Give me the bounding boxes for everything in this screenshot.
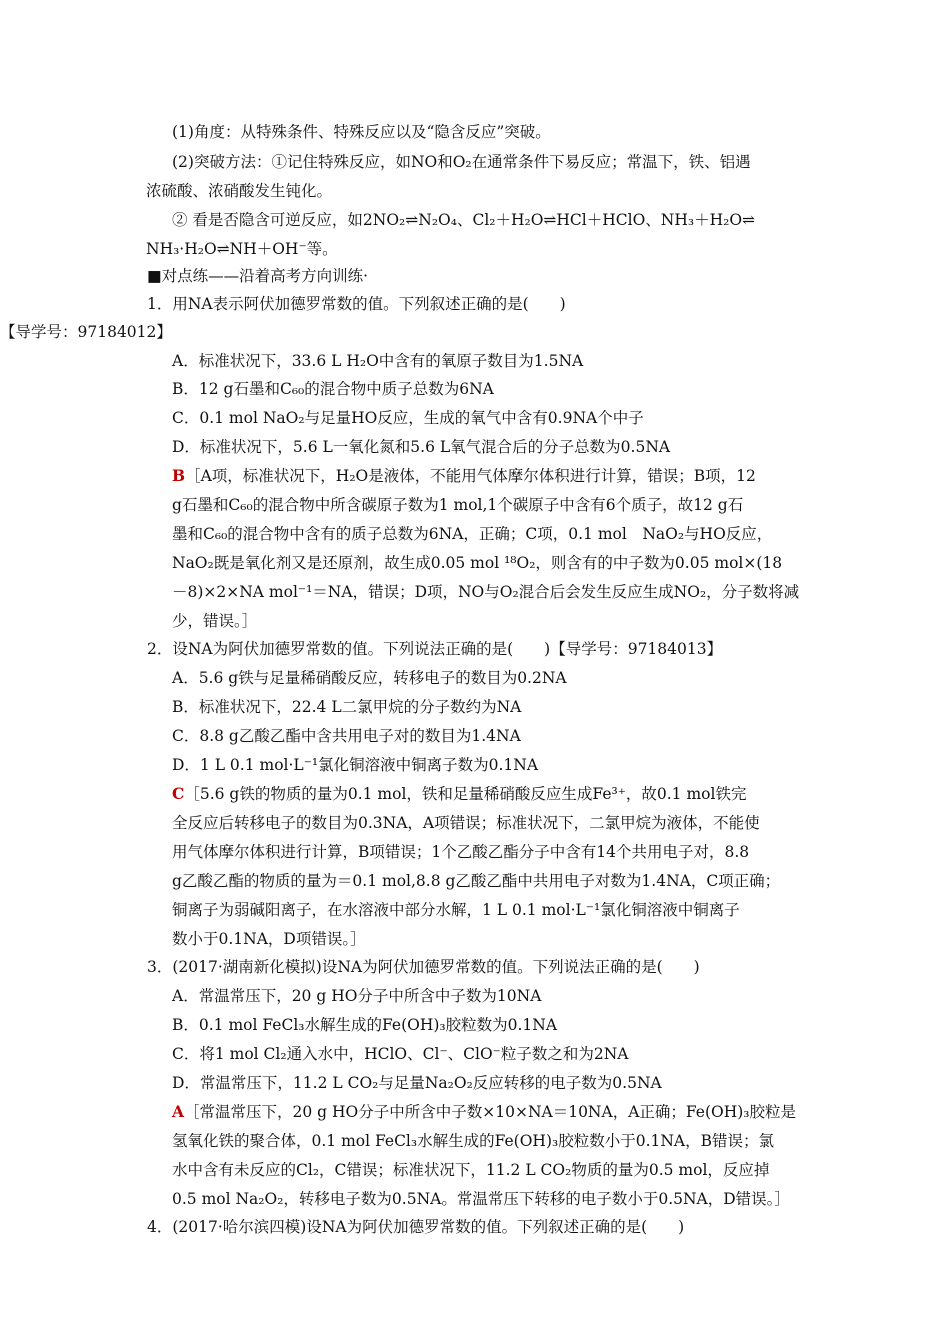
q2-explanation-line-3: 用气体摩尔体积进行计算，B项错误；1个乙酸乙酯分子中含有14个共用电子对，8.8 (172, 843, 750, 861)
q1-explanation-line-6: 少，错误。］ (172, 612, 258, 630)
q1-explanation-line-2: g石墨和C₆₀的混合物中所含碳原子数为1 mol,1个碳原子中含有6个质子，故12 g石 (172, 496, 744, 514)
q2-explanation-line-4: g乙酸乙酯的物质的量为＝0.1 mol,8.8 g乙酸乙酯中共用电子对数为1.4NA，C项正确； (172, 872, 781, 890)
q3-option-b: B．0.1 mol FeCl₃水解生成的Fe(OH)₃胶粒数为0.1NA (172, 1016, 558, 1034)
q3-explanation-line-3: 水中含有未反应的Cl₂，C错误；标准状况下，11.2 L CO₂物质的量为0.5 mol，反应掉 (172, 1161, 770, 1179)
q2-explanation-text: ［5.6 g铁的物质的量为0.1 mol，铁和足量稀硝酸反应生成Fe³⁺，故0.1 mol铁完 (184, 785, 747, 803)
q1-guide-number: 【导学号：97184012】 (0, 323, 172, 341)
q1-option-d: D．标准状况下，5.6 L一氧化氮和5.6 L氧气混合后的分子总数为0.5NA (172, 438, 671, 456)
q3-answer-letter: A (172, 1102, 185, 1121)
q3-option-a: A．常温常压下，20 g HO分子中所含中子数为10NA (172, 987, 542, 1005)
q3-explanation-line-2: 氢氧化铁的聚合体，0.1 mol FeCl₃水解生成的Fe(OH)₃胶粒数小于0.1NA，B错误；氯 (172, 1132, 775, 1150)
q3-stem: 3．(2017·湖南新化模拟)设NA为阿伏加德罗常数的值。下列说法正确的是( ) (147, 958, 700, 976)
q2-explanation-line-2: 全反应后转移电子的数目为0.3NA，A项错误；标准状况下，二氯甲烷为液体，不能使 (172, 814, 760, 832)
q1-stem: 1．用NA表示阿伏加德罗常数的值。下列叙述正确的是( ) (147, 295, 566, 313)
q1-explanation-line-1 (172, 466, 756, 486)
section-title: ■对点练——沿着高考方向训练· (147, 267, 369, 285)
q2-option-b: B．标准状况下，22.4 L二氯甲烷的分子数约为NA (172, 698, 522, 716)
intro-line-3: 浓硫酸、浓硝酸发生钝化。 (146, 182, 333, 200)
q1-explanation-line-3: 墨和C₆₀的混合物中含有的质子总数为6NA，正确；C项，0.1 mol NaO₂与HO反应， (172, 525, 773, 543)
q2-answer-letter: C (172, 784, 185, 803)
intro-line-4: ② 看是否隐含可逆反应，如2NO₂⇌N₂O₄、Cl₂＋H₂O⇌HCl＋HClO、NH₃＋H₂O⇌ (172, 211, 756, 229)
q2-explanation-line-6: 数小于0.1NA，D项错误。］ (172, 930, 366, 948)
q3-explanation-line-1 (172, 1102, 796, 1122)
q1-option-c: C．0.1 mol NaO₂与足量HO反应，生成的氧气中含有0.9NA个中子 (172, 409, 644, 427)
q2-option-a: A．5.6 g铁与足量稀硝酸反应，转移电子的数目为0.2NA (172, 669, 567, 687)
q4-stem: 4．(2017·哈尔滨四模)设NA为阿伏加德罗常数的值。下列叙述正确的是( ) (147, 1218, 685, 1236)
q3-explanation-line-4: 0.5 mol Na₂O₂，转移电子数为0.5NA。常温常压下转移的电子数小于0.5NA，D错误。］ (172, 1190, 790, 1208)
q2-explanation-line-1 (172, 784, 746, 804)
q1-explanation-line-5: －8)×2×NA mol⁻¹＝NA，错误；D项，NO与O₂混合后会发生反应生成NO₂，分子数将减 (172, 583, 800, 601)
q3-option-d: D．常温常压下，11.2 L CO₂与足量Na₂O₂反应转移的电子数为0.5NA (172, 1074, 662, 1092)
intro-line-1: (1)角度：从特殊条件、特殊反应以及“隐含反应”突破。 (172, 123, 551, 141)
intro-line-2: (2)突破方法：①记住特殊反应，如NO和O₂在通常条件下易反应；常温下，铁、铝遇 (172, 153, 751, 171)
q1-explanation-line-4: NaO₂既是氧化剂又是还原剂，故生成0.05 mol ¹⁸O₂，则含有的中子数为0.05 mol×(18 (172, 554, 783, 572)
q2-option-c: C．8.8 g乙酸乙酯中含共用电子对的数目为1.4NA (172, 727, 521, 745)
q1-option-a: A．标准状况下，33.6 L H₂O中含有的氧原子数目为1.5NA (172, 352, 584, 370)
q1-explanation-text: ［A项，标准状况下，H₂O是液体，不能用气体摩尔体积进行计算，错误；B项，12 (185, 467, 756, 485)
q1-option-b: B．12 g石墨和C₆₀的混合物中质子总数为6NA (172, 380, 494, 398)
intro-line-5: NH₃·H₂O⇌NH＋OH⁻等。 (146, 240, 338, 258)
q2-option-d: D．1 L 0.1 mol·L⁻¹氯化铜溶液中铜离子数为0.1NA (172, 756, 539, 774)
q3-explanation-text: ［常温常压下，20 g HO分子中所含中子数×10×NA＝10NA，A正确；Fe(OH)₃胶粒是 (184, 1103, 796, 1121)
q1-answer-letter: B (172, 466, 186, 485)
q2-explanation-line-5: 铜离子为弱碱阳离子，在水溶液中部分水解，1 L 0.1 mol·L⁻¹氯化铜溶液中铜离子 (172, 901, 740, 919)
q3-option-c: C．将1 mol Cl₂通入水中，HClO、Cl⁻、ClO⁻粒子数之和为2NA (172, 1045, 629, 1063)
q2-stem: 2．设NA为阿伏加德罗常数的值。下列说法正确的是( )【导学号：97184013】 (147, 640, 723, 658)
